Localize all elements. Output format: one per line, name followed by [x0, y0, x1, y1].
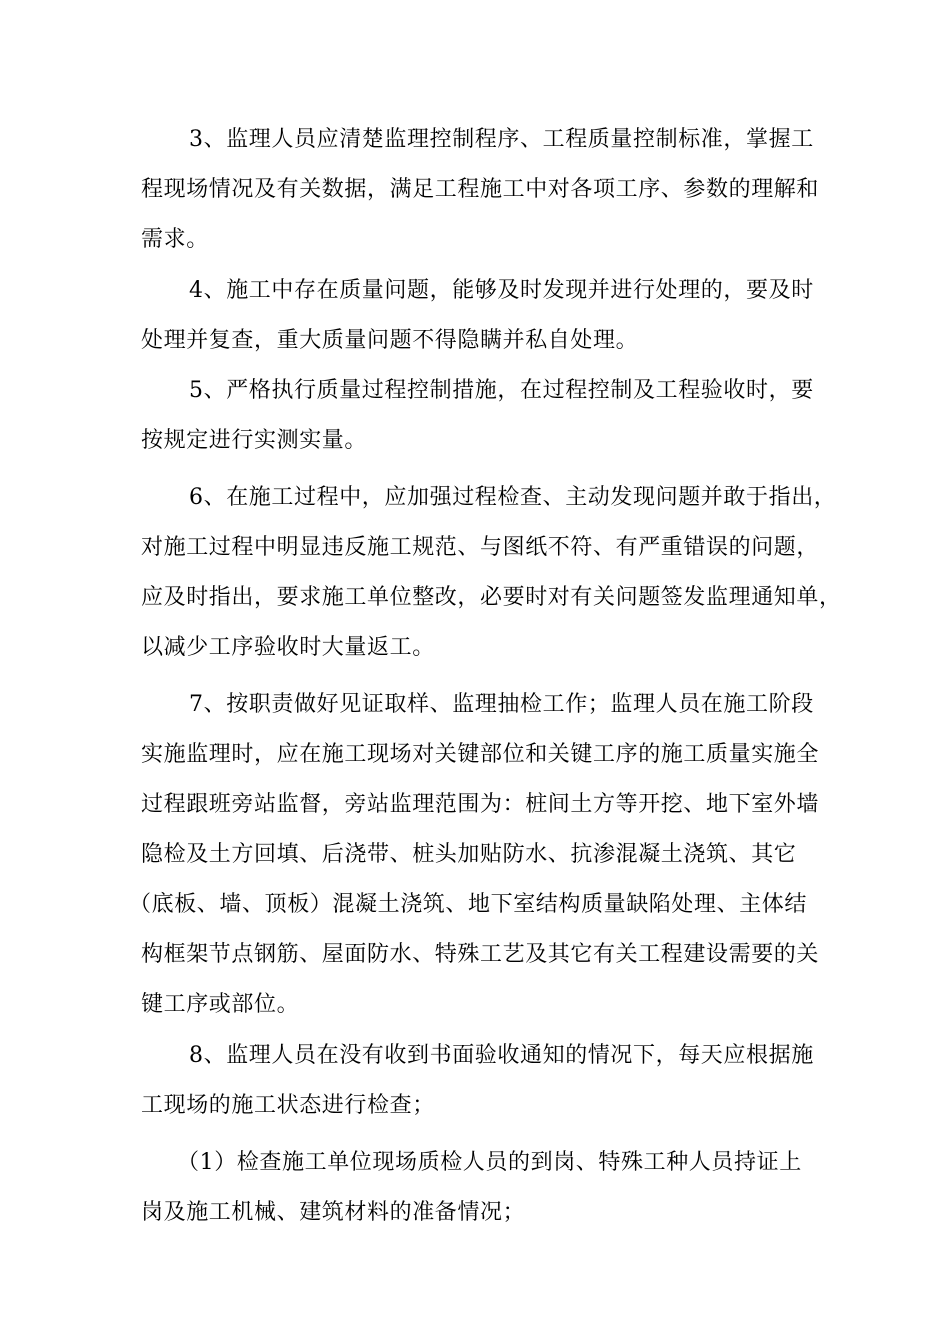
- paragraph-7-line-2: 实施监理时，应在施工现场对关键部位和关键工序的施工质量实施全: [141, 742, 820, 767]
- paragraph-7-line-1: 7、按职责做好见证取样、监理抽检工作；监理人员在施工阶段: [189, 692, 814, 717]
- paragraph-7-line-4: 隐检及土方回填、后浇带、桩头加贴防水、抗渗混凝土浇筑、其它: [141, 842, 797, 867]
- subitem-1-line-1: （1）检查施工单位现场质检人员的到岗、特殊工种人员持证上: [177, 1150, 802, 1175]
- paragraph-5-line-1: 5、严格执行质量过程控制措施，在过程控制及工程验收时，要: [189, 378, 814, 403]
- paragraph-7-line-3: 过程跟班旁站监督，旁站监理范围为：桩间土方等开挖、地下室外墙: [141, 792, 820, 817]
- paragraph-7-line-6: 构框架节点钢筋、屋面防水、特殊工艺及其它有关工程建设需要的关: [141, 942, 820, 967]
- paragraph-6-line-3: 应及时指出，要求施工单位整改，必要时对有关问题签发监理通知单，: [141, 585, 842, 610]
- paragraph-8-line-1: 8、监理人员在没有收到书面验收通知的情况下，每天应根据施: [189, 1043, 814, 1068]
- paragraph-7-line-7: 键工序或部位。: [141, 992, 300, 1017]
- paragraph-4-line-2: 处理并复查，重大质量问题不得隐瞒并私自处理。: [141, 328, 639, 353]
- paragraph-6-line-1: 6、在施工过程中，应加强过程检查、主动发现问题并敢于指出，: [189, 485, 837, 510]
- paragraph-3-line-3: 需求。: [141, 227, 209, 252]
- paragraph-6-line-2: 对施工过程中明显违反施工规范、与图纸不符、有严重错误的问题，: [141, 535, 820, 560]
- paragraph-3-line-1: 3、监理人员应清楚监理控制程序、工程质量控制标准，掌握工: [189, 127, 814, 152]
- paragraph-8-line-2: 工现场的施工状态进行检查；: [141, 1093, 435, 1118]
- paragraph-5-line-2: 按规定进行实测实量。: [141, 428, 368, 453]
- subitem-1-line-2: 岗及施工机械、建筑材料的准备情况；: [141, 1200, 526, 1225]
- paragraph-4-line-1: 4、施工中存在质量问题，能够及时发现并进行处理的，要及时: [189, 278, 814, 303]
- paragraph-3-line-2: 程现场情况及有关数据，满足工程施工中对各项工序、参数的理解和: [141, 177, 820, 202]
- paragraph-7-line-5: （底板、墙、顶板）混凝土浇筑、地下室结构质量缺陷处理、主体结: [129, 892, 808, 917]
- paragraph-6-line-4: 以减少工序验收时大量返工。: [141, 635, 435, 660]
